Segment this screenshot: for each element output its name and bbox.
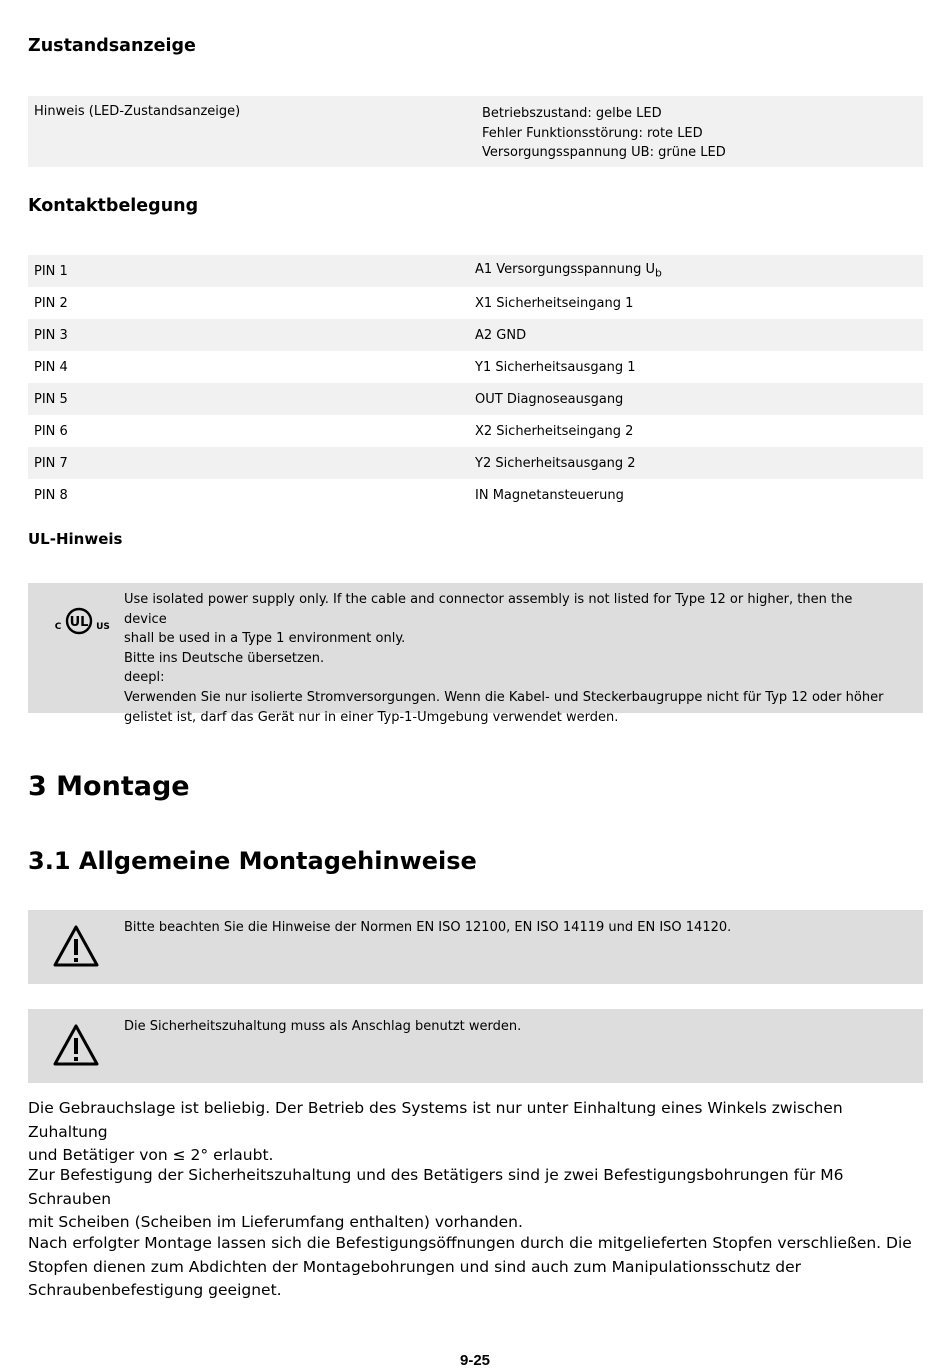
paragraph-line: Stopfen dienen zum Abdichten der Montagebohrungen und sind auch zum Manipulationsschutz der <box>28 1257 801 1276</box>
ul-line: Verwenden Sie nur isolierte Stromversorgungen. Wenn die Kabel- und Steckerbaugruppe nicht für Typ 12 oder höher <box>124 689 884 705</box>
warning-text: Bitte beachten Sie die Hinweise der Normen EN ISO 12100, EN ISO 14119 und EN ISO 14120. <box>124 920 732 935</box>
status-label: Hinweis (LED-Zustandsanzeige) <box>34 104 241 119</box>
warning-text: Die Sicherheitszuhaltung muss als Anschlag benutzt werden. <box>124 1019 522 1034</box>
table-row <box>28 415 923 447</box>
ul-logo-us: US <box>96 622 110 632</box>
pin-desc <box>475 262 923 280</box>
table-row <box>28 479 923 511</box>
ul-listed-icon <box>54 607 112 641</box>
paragraph-line: Nach erfolgter Montage lassen sich die Befestigungsöffnungen durch die mitgelieferten Stopfen verschließen. Die <box>28 1234 912 1252</box>
ul-line: deepl: <box>124 670 165 686</box>
table-row <box>28 383 923 415</box>
status-heading: Zustandsanzeige <box>28 36 196 56</box>
status-line: Fehler Funktionsstörung: rote LED <box>482 125 703 141</box>
pin-desc: X2 Sicherheitseingang 2 <box>475 423 634 439</box>
pin-cell: PIN 8 <box>34 487 68 503</box>
warning-icon <box>52 924 100 975</box>
pin-desc: X1 Sicherheitseingang 1 <box>475 295 634 311</box>
ul-note-text <box>124 590 893 727</box>
table-row <box>28 287 923 319</box>
warning-icon <box>52 1023 100 1074</box>
pin-desc: OUT Diagnoseausgang <box>475 391 624 407</box>
status-line: Versorgungsspannung UB: grüne LED <box>482 145 726 161</box>
pin-cell: PIN 5 <box>34 391 68 407</box>
ul-line: Bitte ins Deutsche übersetzen. <box>124 650 325 666</box>
pin-desc-sub: b <box>654 266 662 280</box>
paragraph-line: und Betätiger von ≤ 2° erlaubt. <box>28 1146 274 1164</box>
pin-desc: Y1 Sicherheitsausgang 1 <box>475 359 636 375</box>
table-row <box>28 319 923 351</box>
status-table <box>28 96 923 167</box>
pin-desc: A2 GND <box>475 327 527 343</box>
pin-desc: Y2 Sicherheitsausgang 2 <box>475 455 636 471</box>
ul-line: gelistet ist, darf das Gerät nur in einer Typ-1-Umgebung verwendet werden. <box>124 709 619 725</box>
warning-box <box>28 910 923 984</box>
ul-logo-c: C <box>54 622 62 632</box>
pin-cell: PIN 4 <box>34 359 68 375</box>
status-values <box>482 104 726 163</box>
paragraph <box>28 1232 923 1303</box>
section-subtitle: 3.1 Allgemeine Montagehinweise <box>28 847 477 875</box>
paragraph-line: mit Scheiben (Scheiben im Lieferumfang enthalten) vorhanden. <box>28 1213 523 1231</box>
warning-box <box>28 1009 923 1083</box>
ul-note-box <box>28 583 923 725</box>
pin-cell: PIN 6 <box>34 423 68 439</box>
table-row <box>28 447 923 479</box>
ul-line: shall be used in a Type 1 environment only. <box>124 631 406 647</box>
pin-cell: PIN 2 <box>34 295 68 311</box>
pins-heading: Kontaktbelegung <box>28 196 199 216</box>
page-number: 9-25 <box>459 1352 491 1369</box>
pin-cell: PIN 1 <box>34 263 68 279</box>
ul-logo-ul: UL <box>69 615 89 630</box>
pin-desc: IN Magnetansteuerung <box>475 487 624 503</box>
table-row <box>28 351 923 383</box>
paragraph <box>28 1097 923 1168</box>
pin-desc-text: A1 Versorgungsspannung U <box>475 262 655 278</box>
paragraph-line: Zur Befestigung der Sicherheitszuhaltung und des Betätigers sind je zwei Befestigungsbohrungen für M6 Schrauben <box>28 1166 844 1208</box>
pin-table <box>28 255 923 511</box>
paragraph-line: Die Gebrauchslage ist beliebig. Der Betrieb des Systems ist nur unter Einhaltung eines Winkels zwischen Zuhaltung <box>28 1099 843 1141</box>
table-row <box>28 255 923 287</box>
ul-heading: UL-Hinweis <box>28 530 123 548</box>
ul-line: Use isolated power supply only. If the cable and connector assembly is not listed for Type 12 or higher, then the device <box>124 592 853 627</box>
pin-cell: PIN 7 <box>34 455 68 471</box>
section-title: 3 Montage <box>28 771 190 802</box>
paragraph <box>28 1164 923 1235</box>
paragraph-line: Schraubenbefestigung geeignet. <box>28 1281 282 1299</box>
status-line: Betriebszustand: gelbe LED <box>482 106 662 121</box>
pin-cell: PIN 3 <box>34 327 68 343</box>
